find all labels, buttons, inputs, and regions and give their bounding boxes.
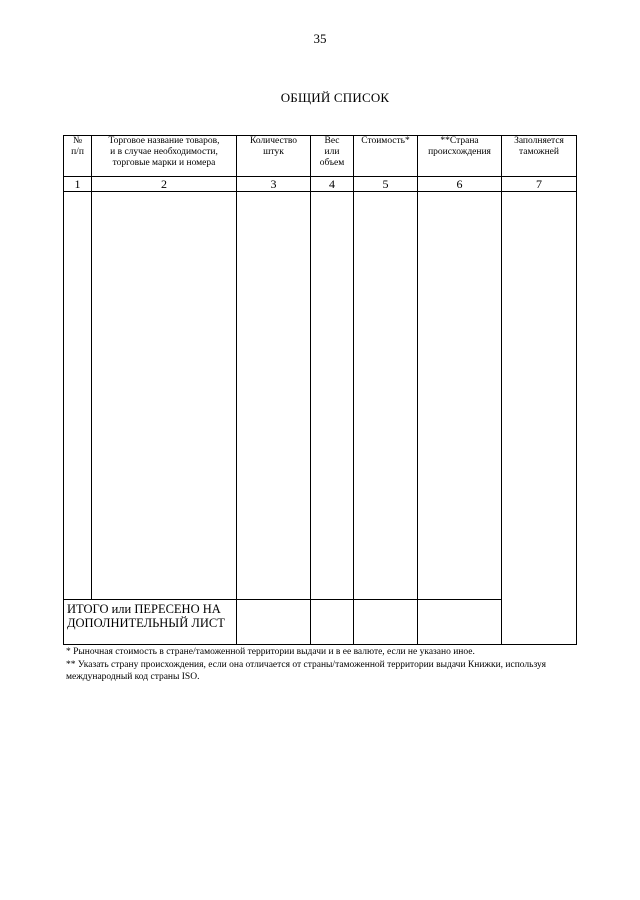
entry-cell-row-number[interactable] [64,191,92,599]
footnotes [66,646,586,684]
header-label: Вес или объем [319,136,345,168]
column-number: 6 [418,177,502,191]
header-row-number [64,136,92,177]
entry-cell-customs-use [502,191,577,644]
page-number: 35 [313,31,327,46]
column-number-row [64,177,577,191]
entry-cell-weight-volume[interactable] [311,191,354,599]
header-label: **Страна происхождения [428,136,491,157]
general-list-table [63,135,577,645]
header-label: № п/п [71,136,84,157]
header-weight-volume [311,136,354,177]
header-country-origin [418,136,502,177]
column-number: 3 [237,177,311,191]
entry-cell-quantity[interactable] [237,191,311,599]
column-number: 1 [64,177,92,191]
total-cell-weight-volume[interactable] [311,599,354,644]
total-cell-country-origin[interactable] [418,599,502,644]
header-value [354,136,418,177]
total-label: ИТОГО или ПЕРЕСЕНО НА ДОПОЛНИТЕЛЬНЫЙ ЛИСТ [64,599,237,644]
header-customs-use [502,136,577,177]
column-number: 5 [354,177,418,191]
footnote-market-value: * Рыночная стоимость в стране/таможенной территории выдачи и в ее валюте, если не указано иное. [66,647,475,657]
entry-area-row [64,191,577,599]
header-quantity [237,136,311,177]
entry-cell-value[interactable] [354,191,418,599]
entry-cell-country-origin[interactable] [418,191,502,599]
header-goods-name [92,136,237,177]
header-label: Заполняется таможней [514,136,564,157]
table-header-row [64,136,577,177]
column-number: 4 [311,177,354,191]
footnote-country-origin: ** Указать страну происхождения, если она отличается от страны/таможенной территории выдачи Книжки, используя международный код страны ISO. [66,659,546,682]
entry-cell-goods-name[interactable] [92,191,237,599]
header-label: Количество штук [249,136,298,157]
total-cell-value[interactable] [354,599,418,644]
header-label: Торговое название товаров, и в случае необходимости, торговые марки и номера [108,136,220,168]
total-row [64,599,577,644]
document-title: ОБЩИЙ СПИСОК [280,90,390,105]
column-number: 7 [502,177,577,191]
column-number: 2 [92,177,237,191]
header-label: Стоимость* [361,136,410,146]
total-cell-quantity[interactable] [237,599,311,644]
